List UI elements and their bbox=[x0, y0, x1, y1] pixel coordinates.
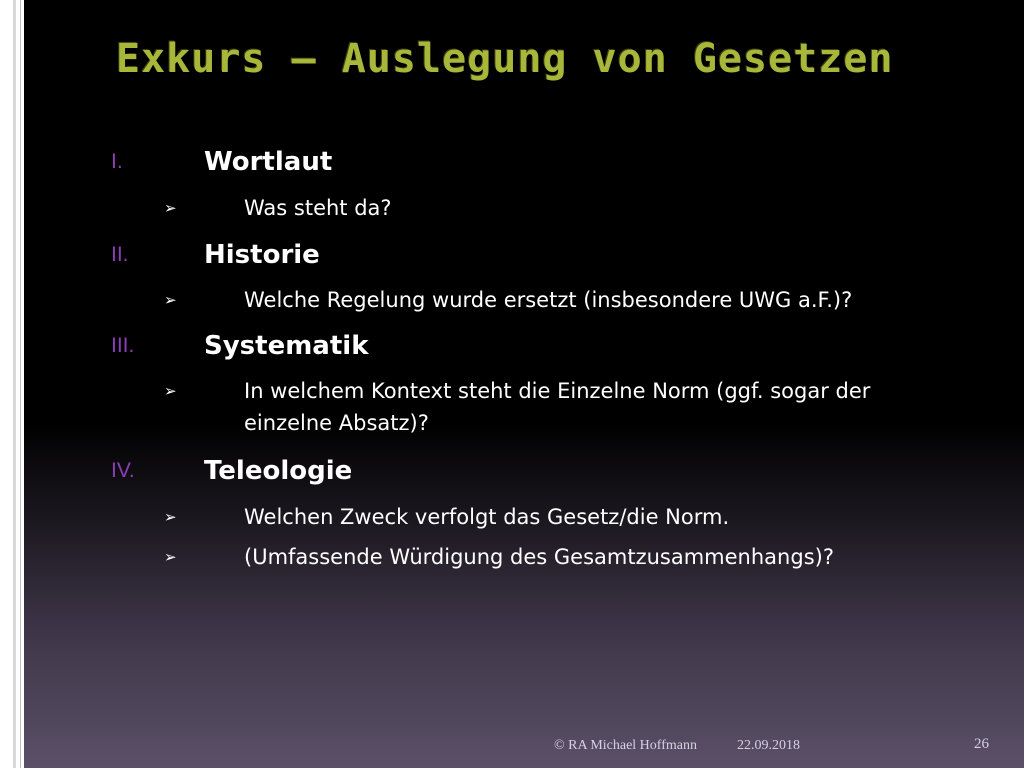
arrow-bullet-icon: ➢ bbox=[164, 291, 177, 309]
slide-title: Exkurs – Auslegung von Gesetzen bbox=[116, 36, 894, 82]
item-heading: Wortlaut bbox=[204, 147, 333, 177]
slide-content bbox=[24, 0, 1024, 768]
arrow-bullet-icon: ➢ bbox=[164, 508, 177, 526]
arrow-bullet-icon: ➢ bbox=[164, 548, 177, 566]
sub-item-text: Welche Regelung wurde ersetzt (insbesondere UWG a.F.)? bbox=[244, 288, 853, 312]
arrow-bullet-icon: ➢ bbox=[164, 199, 177, 217]
sub-item-text: In welchem Kontext steht die Einzelne Norm (ggf. sogar der einzelne Absatz)? bbox=[244, 379, 871, 435]
roman-numeral: II. bbox=[111, 243, 129, 266]
slide-number: 26 bbox=[974, 736, 989, 752]
sub-item-text: (Umfassende Würdigung des Gesamtzusammenhangs)? bbox=[244, 545, 834, 569]
frame-edge-line-inner bbox=[20, 0, 21, 768]
arrow-bullet-icon: ➢ bbox=[164, 382, 177, 400]
frame-edge-line bbox=[13, 0, 16, 768]
roman-numeral: III. bbox=[111, 334, 135, 357]
roman-numeral: IV. bbox=[111, 459, 135, 482]
roman-numeral: I. bbox=[111, 150, 123, 173]
sub-item-text: Was steht da? bbox=[244, 196, 392, 220]
item-heading: Systematik bbox=[204, 331, 369, 361]
footer-date: 22.09.2018 bbox=[737, 738, 800, 753]
footer-author: © RA Michael Hoffmann bbox=[554, 738, 697, 753]
item-heading: Teleologie bbox=[204, 456, 353, 486]
item-heading: Historie bbox=[204, 240, 320, 270]
sub-item-text: Welchen Zweck verfolgt das Gesetz/die Norm. bbox=[244, 505, 730, 529]
slide bbox=[24, 0, 1024, 768]
